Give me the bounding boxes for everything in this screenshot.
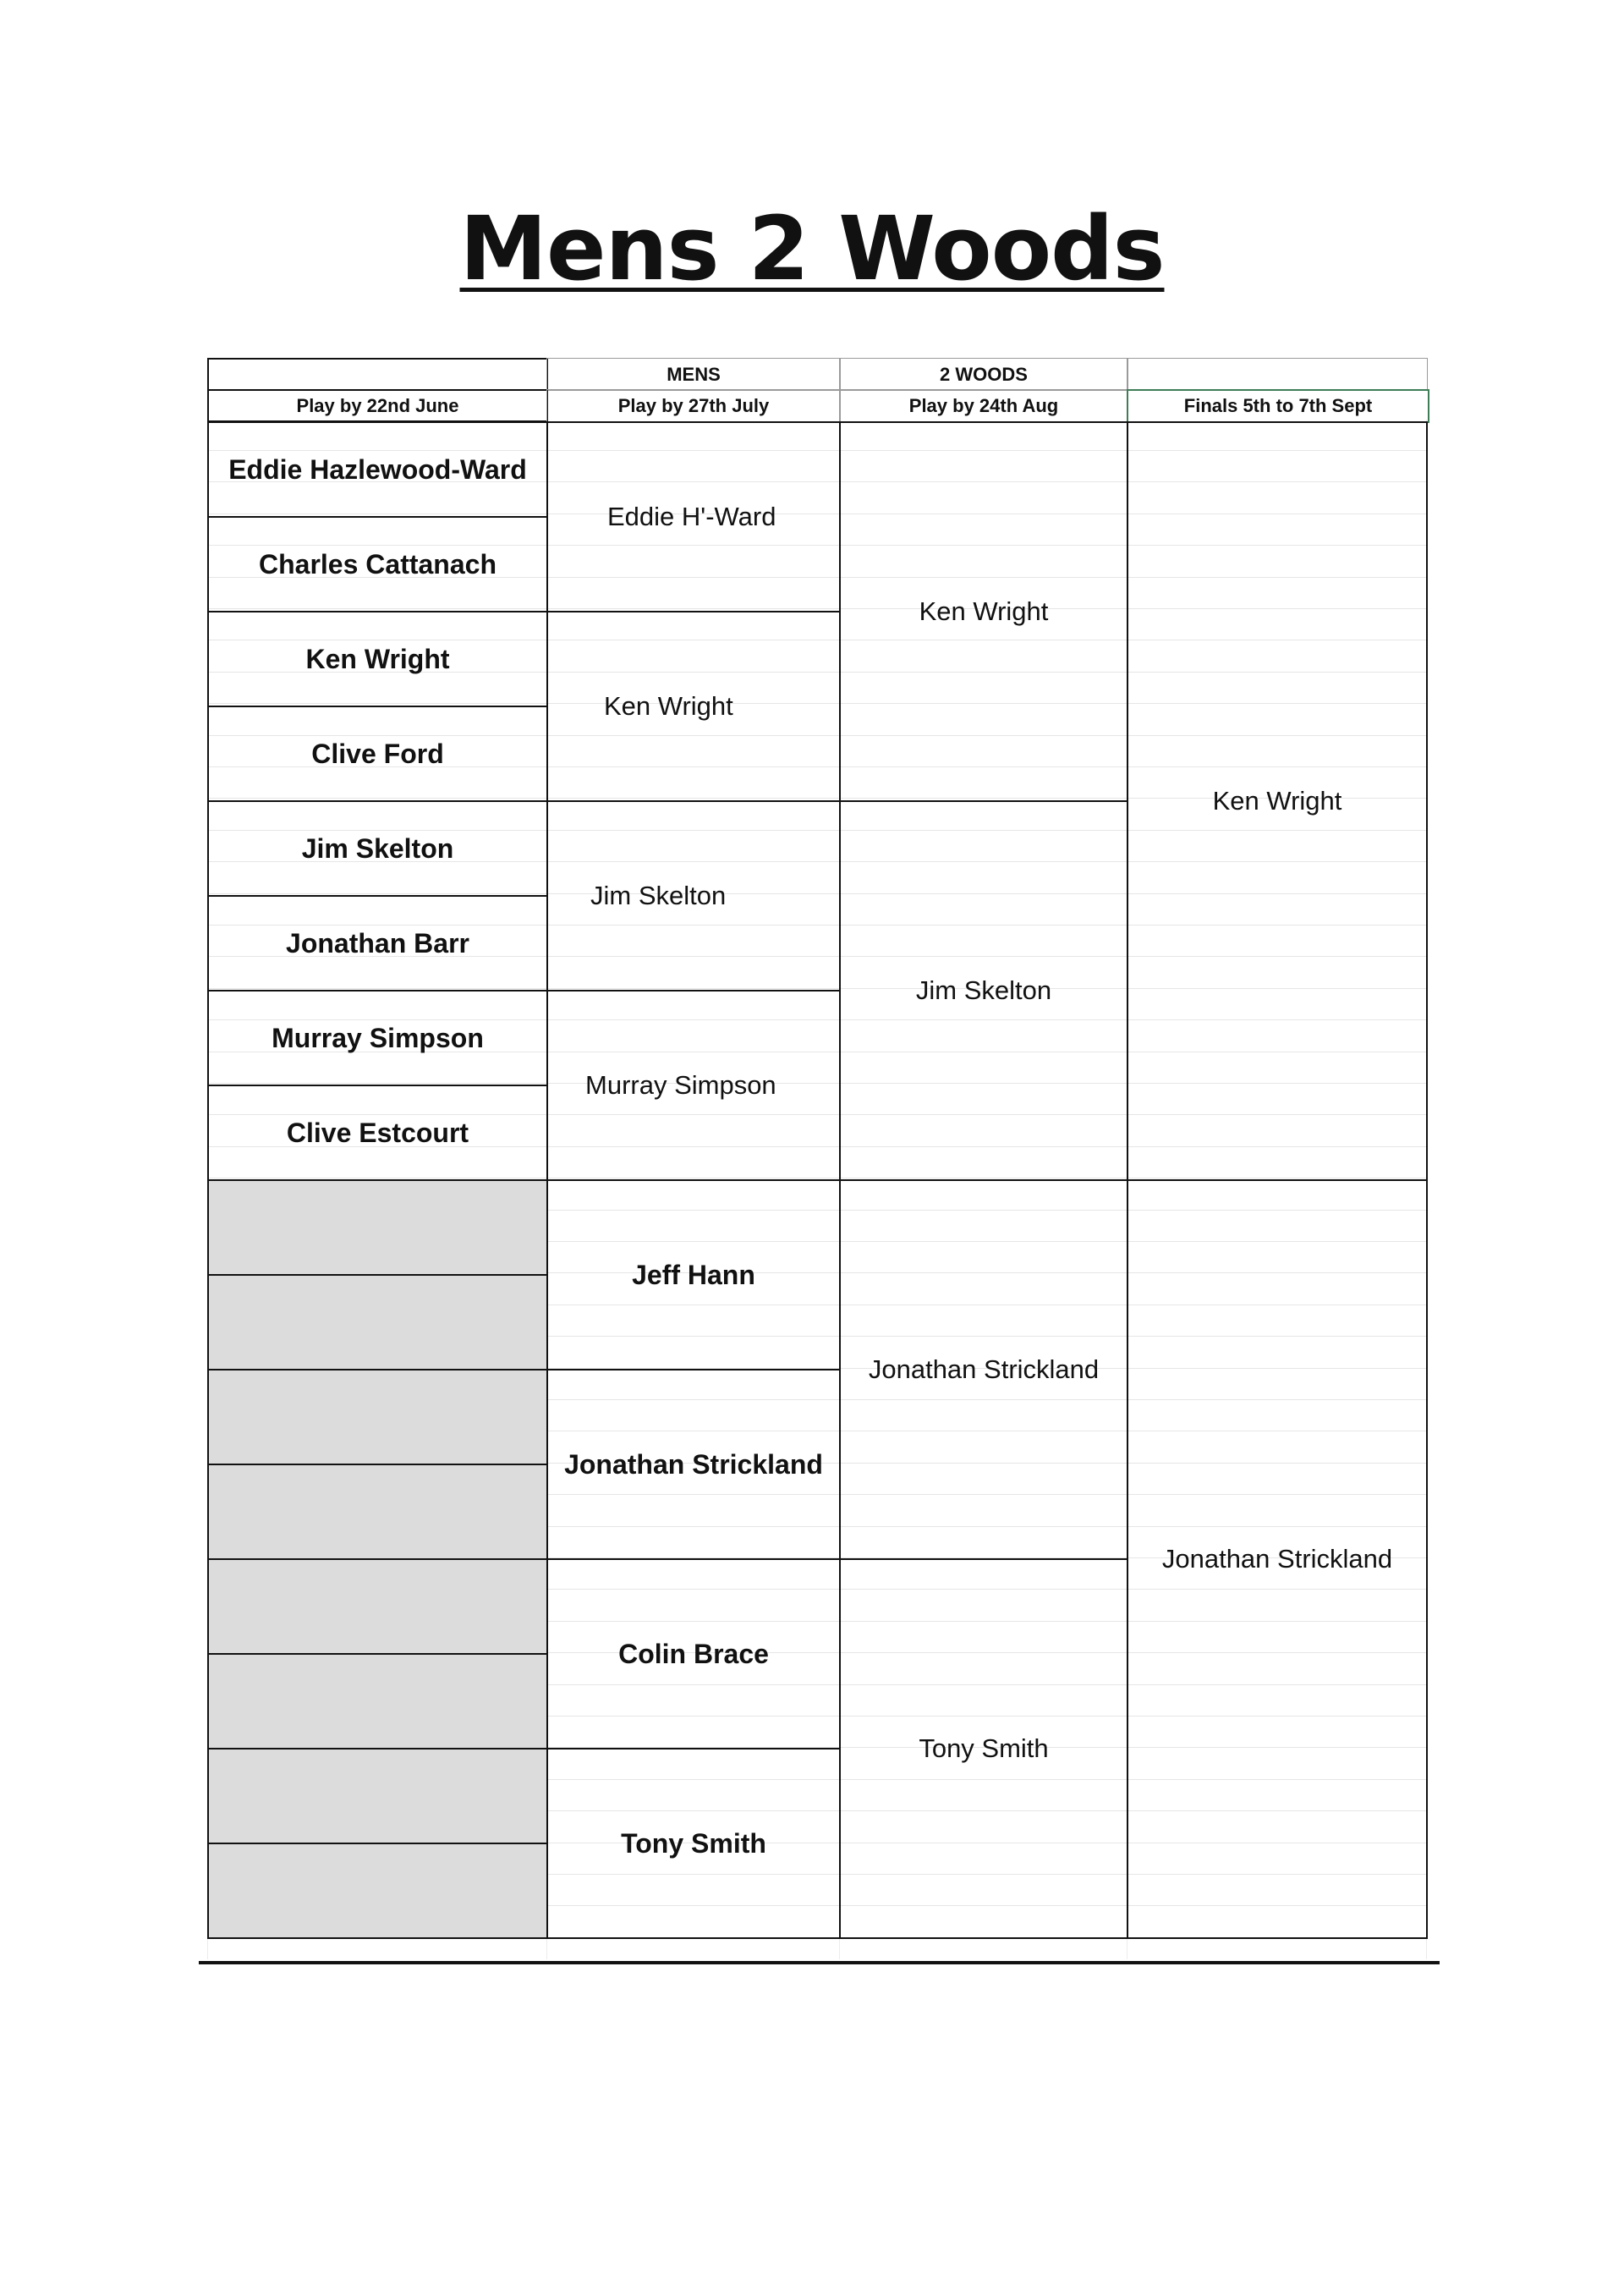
round1-player: Ken Wright: [207, 611, 548, 707]
round2-player: Jeff Hann: [546, 1179, 841, 1370]
round3-player: Jim Skelton: [839, 800, 1128, 1181]
round2-date: Play by 27th July: [546, 389, 841, 422]
round1-player: Eddie Hazlewood-Ward: [207, 421, 548, 518]
round3-player: Jonathan Strickland: [839, 1179, 1128, 1560]
page-title: Mens 2 Woods: [459, 197, 1165, 300]
round2-player: Eddie H'-Ward: [546, 421, 841, 612]
round3-player: Tony Smith: [839, 1558, 1128, 1939]
round1-player: Jonathan Barr: [207, 895, 548, 991]
header-mens: MENS: [546, 358, 841, 391]
round2-player: Jonathan Strickland: [546, 1369, 841, 1560]
round3-player: Ken Wright: [839, 421, 1128, 802]
round2-player: Colin Brace: [546, 1558, 841, 1749]
bottom-rule: [199, 1961, 1440, 1964]
round2-player: Ken Wright: [546, 611, 841, 802]
round2-player: Murray Simpson: [546, 990, 841, 1181]
round1-bye: [207, 1369, 548, 1465]
round1-bye: [207, 1179, 548, 1276]
round1-player: Jim Skelton: [207, 800, 548, 897]
round1-date: Play by 22nd June: [207, 389, 548, 422]
header-blank-left: [207, 358, 548, 391]
round1-bye: [207, 1748, 548, 1844]
round2-player: Jim Skelton: [546, 800, 841, 991]
header-blank-right: [1127, 358, 1428, 391]
finalist: Ken Wright: [1127, 421, 1428, 1181]
round1-bye: [207, 1653, 548, 1749]
round1-player: Murray Simpson: [207, 990, 548, 1086]
header-2-woods: 2 WOODS: [839, 358, 1128, 391]
round1-player: Clive Ford: [207, 706, 548, 802]
round1-bye: [207, 1274, 548, 1370]
round2-player: Tony Smith: [546, 1748, 841, 1939]
round3-date: Play by 24th Aug: [839, 389, 1128, 422]
round1-player: Charles Cattanach: [207, 516, 548, 612]
round1-bye: [207, 1464, 548, 1560]
finals-date: Finals 5th to 7th Sept: [1127, 389, 1429, 423]
round1-bye: [207, 1558, 548, 1655]
round1-bye: [207, 1843, 548, 1939]
round1-player: Clive Estcourt: [207, 1085, 548, 1181]
finalist: Jonathan Strickland: [1127, 1179, 1428, 1939]
